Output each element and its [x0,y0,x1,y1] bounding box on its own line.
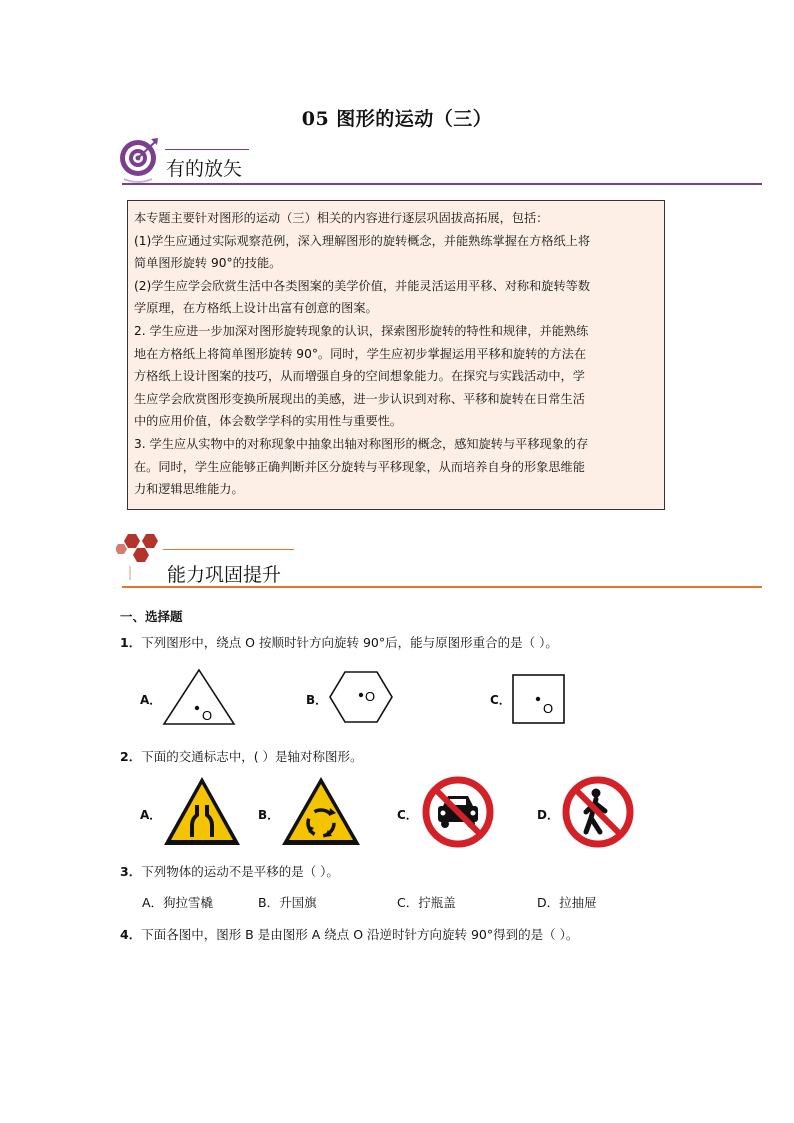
no-motor-vehicles-sign [420,774,496,850]
question-text: 下列物体的运动不是平移的是（ ）。 [141,864,339,879]
intro-line: 简单图形旋转 90°的技能。 [134,256,282,271]
intro-line: 地在方格纸上将简单图形旋转 90°。同时，学生应初步掌握运用平移和旋转的方法在 [134,346,587,361]
square-figure [511,673,567,725]
no-pedestrians-sign [560,774,636,850]
hexagon-figure [328,670,394,724]
intro-line: 2. 学生应进一步加深对图形旋转现象的认识，探索图形旋转的特性和规律，并能熟练 [134,323,589,338]
intro-line: 3. 学生应从实物中的对称现象中抽象出轴对称图形的概念，感知旋转与平移现象的存 [134,436,589,451]
intro-line: 在。同时，学生应能够正确判断并区分旋转与平移现象，从而培养自身的形象思维能 [134,459,585,474]
section1-top-rule [165,149,249,150]
option-label: A． [140,808,162,822]
question-1 [120,633,558,651]
hexagon-molecule-icon [116,530,164,582]
section1-underline [122,183,762,185]
triangle-figure [162,668,236,726]
choice-c: C．拧瓶盖 [397,895,456,910]
intro-line: 中的应用价值，体会数学学科的实用性与重要性。 [134,414,403,429]
question-text: 下面各图中，图形 B 是由图形 A 绕点 O 沿逆时针方向旋转 90°得到的是（ ）。 [141,927,579,942]
question-number: 4． [120,927,142,942]
intro-line: 本专题主要针对图形的运动（三）相关的内容进行逐层巩固拔高拓展，包括： [134,211,549,225]
option-label: D． [537,808,559,822]
point-o-label: O [365,689,376,704]
option-label: B． [258,808,280,822]
question-text: 下列图形中，绕点 O 按顺时针方向旋转 90°后，能与原图形重合的是（ ）。 [141,635,558,650]
intro-line: (2)学生应学会欣赏生活中各类图案的美学价值，并能灵活运用平移、对称和旋转等数 [134,278,591,293]
page-title: 05 图形的运动（三） [301,108,493,130]
question-number: 1． [120,635,142,650]
choice-d: D．拉抽屉 [537,895,597,910]
choice-a: A．狗拉雪橇 [142,895,214,910]
intro-line: 方格纸上设计图案的技巧，从而增强自身的空间想象能力。在探究与实践活动中，学 [134,369,585,384]
option-label: C． [490,693,511,707]
section2-top-rule [163,549,294,550]
question-3 [120,862,339,880]
target-icon [118,137,168,187]
section1-heading: 有的放矢 [166,158,243,180]
part-heading: 一、选择题 [120,609,183,624]
intro-line: (1)学生应通过实际观察范例，深入理解图形的旋转概念，并能熟练掌握在方格纸上将 [134,233,591,248]
question-number: 2． [120,749,142,764]
question-text: 下面的交通标志中，( ）是轴对称图形。 [141,749,363,764]
choice-b: B．升国旗 [258,895,317,910]
point-o-label: O [543,701,554,716]
intro-line: 力和逻辑思维能力。 [134,482,244,497]
section2-heading: 能力巩固提升 [167,564,282,586]
option-label: B． [306,693,328,707]
intro-line: 生应学会欣赏图形变换所展现出的美感，进一步认识到对称、平移和旋转在日常生活 [134,391,585,406]
question-4 [120,925,578,943]
option-label: A． [140,693,162,707]
question-2 [120,747,363,765]
point-o-label: O [202,708,213,723]
option-label: C． [397,808,418,822]
section2-underline [122,586,762,588]
intro-line: 学原理，在方格纸上设计出富有创意的图案。 [134,301,378,316]
question-number: 3． [120,864,142,879]
roundabout-sign [280,775,362,847]
road-narrows-sign [162,775,242,847]
intro-box [127,200,665,510]
